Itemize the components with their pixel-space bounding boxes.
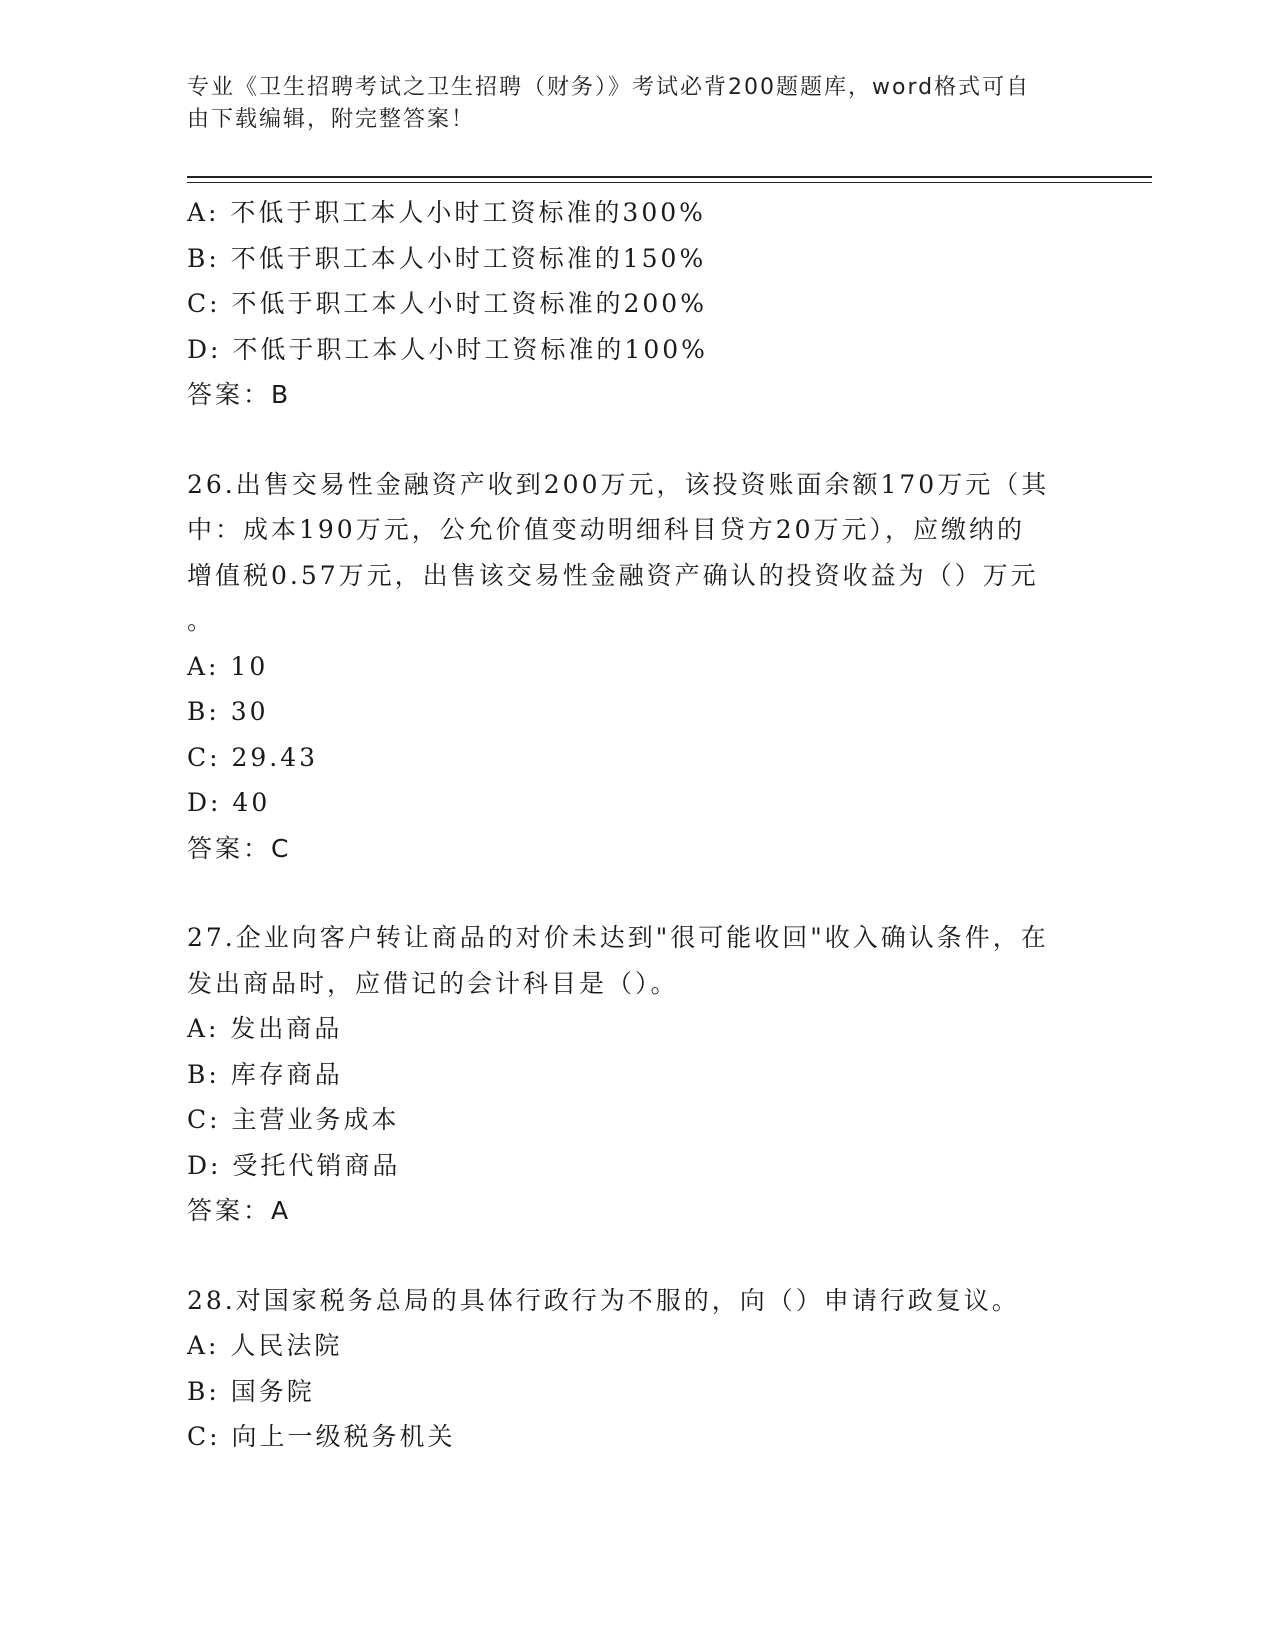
option-b: B: 30: [187, 697, 269, 726]
option-a: A: 发出商品: [187, 1014, 343, 1043]
question-text-line: 27.企业向客户转让商品的对价未达到"很可能收回"收入确认条件，在: [187, 923, 1049, 952]
prev-question-options: [187, 190, 1087, 418]
option-a: A: 10: [187, 651, 269, 681]
header-title-line-1: 专业《卫生招聘考试之卫生招聘（财务）》考试必背200题题库，word格式可自: [187, 75, 1031, 100]
option-a: A: 不低于职工本人小时工资标准的300%: [187, 198, 706, 227]
question-text-line: 发出商品时，应借记的会计科目是（）。: [187, 968, 679, 998]
question-text-line: 增值税0.57万元，出售该交易性金融资产确认的投资收益为（）万元: [187, 560, 1039, 590]
question-text-line: 26.出售交易性金融资产收到200万元，该投资账面余额170万元（其: [187, 469, 1050, 499]
answer: 答案：B: [187, 380, 292, 409]
answer: 答案：A: [187, 1196, 292, 1225]
spacer: [187, 871, 1087, 915]
header-title-line-2: 由下载编辑，附完整答案！: [187, 107, 476, 132]
option-c: C: 主营业务成本: [187, 1105, 400, 1134]
option-c: C: 不低于职工本人小时工资标准的200%: [187, 289, 707, 318]
option-b: B: 不低于职工本人小时工资标准的150%: [187, 243, 707, 273]
question-content: [187, 190, 1087, 1460]
question-text-line: 中：成本190万元，公允价值变动明细科目贷方20万元），应缴纳的: [187, 515, 1026, 544]
document-header: [187, 72, 1067, 136]
option-b: B: 国务院: [187, 1376, 315, 1406]
option-c: C: 29.43: [187, 742, 319, 772]
option-d: D: 40: [187, 788, 271, 817]
spacer: [187, 1234, 1087, 1278]
question-text-line: 28.对国家税务总局的具体行政行为不服的，向（）申请行政复议。: [187, 1285, 1020, 1315]
option-d: D: 受托代销商品: [187, 1150, 401, 1180]
spacer: [187, 418, 1087, 462]
question-27: [187, 915, 1087, 1234]
option-c: C: 向上一级税务机关: [187, 1422, 456, 1451]
option-b: B: 库存商品: [187, 1059, 343, 1089]
header-divider-thick: [187, 176, 1152, 178]
question-28: [187, 1278, 1087, 1460]
option-a: A: 人民法院: [187, 1331, 343, 1360]
header-divider-thin: [187, 182, 1152, 183]
question-text-line: 。: [187, 606, 216, 635]
question-26: [187, 462, 1087, 872]
answer: 答案：C: [187, 833, 292, 863]
option-d: D: 不低于职工本人小时工资标准的100%: [187, 334, 708, 364]
